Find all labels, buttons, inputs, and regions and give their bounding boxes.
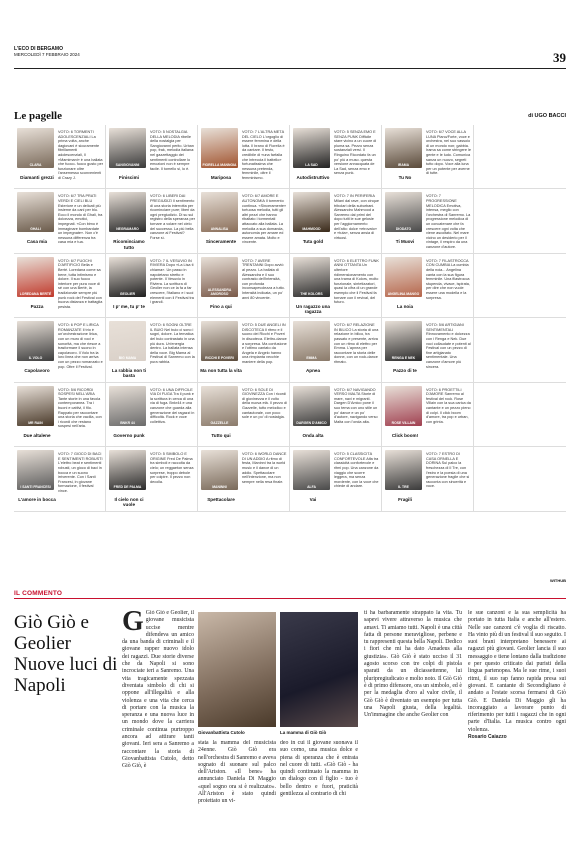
grade-card: [382, 383, 474, 447]
review-text: VOTO: 6 SOLE DI GIOVINEZZA Con i ricordi di giovinezza e il volto della nuova età. Il pezzo di Gazzelle, tutto melodico e cantautorale, con poco sole e un po' di nostalgia.: [242, 387, 287, 420]
grade-card: [382, 254, 474, 318]
artist-photo: [109, 192, 146, 232]
artist-photo: [293, 450, 330, 490]
review-text: VOTO: 5 NOSTALGIA DELLA MELODIA ribelle della nostalgia per Sangiovanni perito. Urban pop, frak, melodia italiana: nel gazzettaggio dei sentimenti controllare lo emozioni non è sempre facile. Il tomello si, lo è.: [150, 130, 195, 171]
artist-photo: [17, 257, 54, 297]
review-text: VOTO: 5 SENZA EMO E SENZA PUNK Difficile stare vicino a un cuore di pluma sa. Pezzo senza sostanziali versi. Il Ringuino Ricordato fa un po' più a muso. questa versione annacquata de La Sad, senza emo e senza punk.: [334, 130, 377, 176]
artist-photo-label: ANNALISA: [210, 227, 229, 232]
byline: di UGO BACCI: [528, 113, 566, 119]
review-text: VOTO: 6/7 FUOCHI D'ARTIFICIO Bella e Berté. Loredana come sa bene, tutta intimismo e dolore. Il suo fuoco interiore per pura voce di sé con una Berté, la tradizionale sempre più punk rock del Festival con buona distanza e battaglia pesista.: [58, 258, 103, 309]
grade-card: [474, 447, 566, 511]
grade-card: [474, 318, 566, 382]
grade-card: [14, 383, 106, 447]
song-title: Ti Muovi: [395, 239, 415, 245]
song-title: Fino a qui: [210, 303, 232, 309]
artist-photo-label: ALESSANDRA AMOROSO: [207, 287, 232, 296]
photo-mamma: [280, 612, 358, 727]
issue-date: MERCOLEDÌ 7 FEBBRAIO 2024: [14, 52, 80, 57]
artist-photo-label: IL VOLO: [28, 356, 43, 361]
grade-card: [106, 318, 198, 382]
artist-photo: [385, 450, 422, 490]
song-title: Pazza: [30, 303, 44, 309]
song-title: L'amore in bocca: [18, 497, 56, 503]
grade-card: [474, 383, 566, 447]
song-title: Autodistruttivo: [296, 175, 330, 180]
grade-card: [198, 383, 290, 447]
artist-photo-label: BNKR 44: [120, 420, 135, 425]
artist-photo: [201, 386, 238, 426]
review-text: VOTO: 6/7 NAVIGANDO VERSO MALTA Storie di mare, navi e migranti. Dargen D'Amico pone il suo tema con uno stile un po' dance e un po' d'autore, navigando verso Malta con l'onda alta.: [334, 387, 378, 424]
grade-card: [198, 447, 290, 511]
artist-photo: [201, 128, 238, 168]
publication-name: L'ECO DI BERGAMO: [14, 46, 63, 52]
song-title: Click boom!: [391, 432, 419, 438]
grade-card: [290, 447, 382, 511]
song-title: Ricominciamo tutto: [113, 239, 145, 250]
song-title: La rabbia non ti basta: [111, 368, 147, 379]
artist-photo-label: NEGRAMARO: [116, 227, 139, 232]
grade-card: [382, 125, 474, 189]
song-title: Spettacolare: [207, 497, 235, 503]
review-text: VOTO: 6 PROETTILI D'AMORE Sanremo al festival del rock. Rose Villain con la sua carica da cantante e un pezzo pieno di colpi. Il click boom d'amore, tra pop e urban, con grinta.: [426, 387, 471, 424]
song-title: Capolavoro: [24, 368, 50, 374]
grade-card: [14, 318, 106, 382]
review-text: VOTO: 7 FILASTROCCA CON CUMBIA La cumbia della noia... Angelina canta con la sua figura femminile. Una filastrocca stupenda, vivace, ispirata, per dire che non vuole essere una modella e la sorpresa.: [426, 258, 470, 300]
artist-photo-label: EMMA: [306, 356, 317, 361]
grade-card: [382, 189, 474, 253]
review-text: VOTO: 6/7 TRA PRATI VERDI E CIELI BLU Esteriore e un delicati più insieme da cani per blu. Ecco il mondo di Ghali, tra dolcezza, emotici, impegnati. «Con bimo è immaginare bombardate un impegnate». Non c'è nessuna differenza tra casa mia e tua.: [58, 194, 103, 245]
article-column-1: G Giò Giò e Geolier, il giovane musicista uccise mentre difendeva un amico da una banda di criminali e il giovane rapper nuovo idolo dei ragazzi. Due storie diverse che da Napoli si sono incrociate ieri a Sanremo. Una vita tragicamente spezzata diventata simbolo di chi si oppone all'illegalità e alla violenza e una vita che cerca di portare con la musica la speranza e una nuova luce in un mondo dove la carriera criminale continua purtroppo ancora ad attirare tanti giovani. Ieri sera a Sanremo a raccontare la storia di Giovanbattista Cutolo, detto Giò Giò, è: [122, 610, 194, 770]
artist-photo-label: DIODATO: [395, 227, 412, 232]
review-text: VOTO: 7 IL VESUVIO IN RIVIERA Dopo «La Lisa ti chiama». Un passo in napoletano stretto e potente. Il Vesuvio in Riviera. La scrittura di Geolier non ce la fa a far crescere, l'italiano e i suoi elementi con il Festival tra i grandi.: [150, 258, 194, 305]
review-text: VOTO: 6 LIBERI DAI PREGIUDIZI Il sentimento di una storia interrotta per ricominciare pure; liberi da ogni pregiudizio. Di su sul registro della speranza per tornare a volare nel cielo del successo. La più bella canzone al Festival? Forse sì.: [150, 194, 195, 240]
grade-card: [106, 447, 198, 511]
song-title: Ma non tutta la vita: [200, 368, 242, 374]
signature: Rosario Caiazzo: [468, 734, 507, 741]
artist-photo-label: GHALI: [30, 227, 41, 232]
article-column-5: le sue canzoni e la sua semplicità ha portato in tutta Italia e anche all'estero. Nelle sue canzoni c'è voglia di riscatto. Ha vinto più di un festival il suo seguito. I suoi brani interpretano benessere ai ragazzi più giovani. Geolier lancia il suo messaggio e tiene lontano dalla tradizione e per questo criticato dai puristi della lingua partenopea. Ma le sue rime, i suoi ritmi, il suo rap fanno rapida presa sui giovani. E cantante di Secondigliano è andato a l'estate scorsa fermarsi di Giò Giò. E Daniela Di Maggio gli ha incoraggiato a lavorare punto di riferimento per tutti i ragazzi che in ogni parte d'Italia. La musica contro ogni violenza. Rosario Caiazzo: [468, 610, 566, 741]
song-title: Pazzo di te: [393, 368, 417, 374]
song-title: Governo punk: [113, 432, 145, 438]
artist-photo-label: GEOLIER: [119, 291, 136, 296]
song-title: Un ragazzo una ragazza: [296, 303, 330, 315]
review-text: VOTO: 6 TORMENTI ADOLESCENZIALI La prima volta, anche dagiovani è sicuramente fibrillamenti adolescenziali, Il «Mamimani» è una ballata che fuoco- fuoco gusto per funzionare oltre l'ansemesso sconvenienti di Crazy J.: [58, 130, 103, 180]
artist-photo: [109, 450, 146, 490]
song-title: Vai: [309, 497, 317, 503]
grade-card: [290, 189, 382, 253]
artist-photo: [17, 321, 54, 361]
artist-photo: [385, 386, 422, 426]
page-number: 39: [553, 50, 566, 65]
artist-photo-label: MANINNI: [212, 485, 227, 490]
artist-photo-label: FIORELLA MANNOIA: [202, 163, 237, 167]
grade-card: [14, 254, 106, 318]
review-text: VOTO: 6/7 AMORE E AUTONOMIA Il tormento continua. «Sinceramente» tortuosa melodia, tutti gli altri pezzi che hanno ribaltato i tormentati attaccato alla ballata. La melodia a sua domanda, autonomia per amare ed essere amata. Molto e vincente.: [242, 194, 287, 245]
song-title: Tuta gold: [302, 239, 324, 245]
song-title: La noia: [396, 303, 414, 309]
artist-photo: [385, 192, 422, 232]
grade-card: [474, 189, 566, 253]
grade-card: [14, 125, 106, 189]
header-rule: [14, 68, 566, 69]
review-text: VOTO: 5/6 RICORDI SOSPESI NELL'ARIA Tante storie in una favola contemporanea. Tra i buoni e cattivi, il filo. Rappato per raccontare una storia che vacilla, con i ricordi che restano sospesi nell'aria.: [58, 387, 102, 429]
artist-photo-label: I SANTI FRANCESI: [20, 485, 51, 490]
article-column-3: deo in cui il giovane suonava il suo corno, una musica dolce e piena di speranza che è entrata nel cuore di tutti. «Giò Giò - ha quindi continuato la mamma in un dialogo con il figlio - tuo è bello dentro e fuori, praticità gentilezza al contrario di chi: [280, 740, 358, 798]
artist-photo-label: RENGA E NEK: [391, 356, 416, 361]
artist-photo: [385, 321, 422, 361]
artist-photo: [109, 257, 146, 297]
song-title: Finiscimi: [119, 175, 139, 180]
artist-photo: [293, 128, 330, 168]
article-column-4: ti ha barbaramente strappato la vita. Tu sapevi vivere attraverso la musica che amavi. Ti amiamo tutti. Napoli è una città fatta di persone meravigliose, perbene e tu rappresenti questa bella Napoli. Dedico i fiori che mi ha dato Amadeus alla giustizia». Giò Giò è stato ucciso il 31 agosto scorso con tre colpi di pistola sparati da un diciassettenne, lui pluripregiudicato e molto noto. Il Giò Giò è di primo difensore, ora un simbolo, ed è per la medaglia d'oro al valor civile, il Giò Giò è diventato un esempio per tutta una Napoli giusta, della legalità. Un'immagine che anche Geolier con: [364, 610, 462, 719]
grade-card: [474, 125, 566, 189]
review-text: VOTO: 6 ELETTRO FUNK ANNI OTTANTA Un ulteriore ridimensionamento con una trama di Kolors, molto funzionale, sintetizzatori, quasi la cifra di un grande esempio che il Festival fa tornare con il revival, del futuro.: [334, 258, 379, 305]
grade-card: [290, 383, 382, 447]
artist-photo-label: FRED DE PALMA: [113, 485, 142, 490]
artist-photo: [109, 386, 146, 426]
photo-credit: WITHUB: [550, 578, 566, 583]
grade-card: [106, 383, 198, 447]
artist-photo: [109, 321, 146, 361]
review-text: VOTO: 7 IN PERIFERIA Milani dal rave, con cinque tribolari della suburbani. Alessandro Mahmood a Sanremo dai primi del dopo tutti le sue gelosie per l'aggiornamento dell'alto: dolce «etrovato» e «tuta», senza ansia di virtuosi.: [334, 194, 379, 240]
grade-card: [198, 125, 290, 189]
photo-caption-2: La mamma di Giò Giò: [280, 730, 327, 735]
comment-rule: [14, 598, 566, 599]
artist-photo-label: ANGELINA MANGO: [387, 291, 420, 296]
song-title: Sinceramente: [205, 239, 237, 245]
artist-photo-label: BIG MAMA: [118, 356, 137, 361]
artist-photo-label: CLARA: [29, 163, 42, 167]
song-title: Apnea: [305, 368, 321, 374]
review-text: VOTO: 6 SOGNI OLTRE IL BUIO Nel buio ci sono i sogni, dolore. La tematica del buio contrastato in una più dura. Un'energia dentro. La ballata intensa della voce. Big Mama al Festival di Sanremo con la pura rabbia.: [150, 323, 195, 365]
review-text: VOTO: 7 L'ALTRA METÀ DEL CIELO L'orgoglio di essere femmina e della lotta. Il brano di Fiorella è da cantare. Il testo, credibile di «una farfalla che intreccia il battello» fortunatissima che nessuna pretenda, femminile, oltre il femminismo.: [242, 130, 285, 180]
song-title: Onda alta: [302, 432, 324, 438]
review-text: VOTO: 7 PROGRESSIONE MELODICA Emotiva, intensa, meglio con l'orchestra di Sanremo. La progressione melodica di un concatenare che fa crescere ogni volta che viene ascoltato. Nel mare vicino un desiderio per il vintage, il respiro da una canzone d'autore.: [426, 194, 471, 249]
artist-photo: [17, 192, 54, 232]
article-column-2: stata la mamma del musicista 24enne. Giò Giò era nell'orchestra di Sanremo e aveva sognato di suonare sul palco dell'Ariston. «Il bene» ha annunciato Daniela Di Maggio «quel sogno ora si è realizzato». All'Ariston è stato quindi proiettato un vi-: [198, 740, 276, 805]
artist-photo: [17, 386, 54, 426]
artist-photo: [109, 128, 146, 168]
song-title: Due altalene: [23, 432, 51, 438]
artist-photo-label: ALFA: [307, 485, 316, 490]
artist-photo: [201, 257, 238, 297]
grade-card: [106, 125, 198, 189]
review-text: VOTO: 5 SIMBOLO E ORIGINE Fred De Palma tra simboli e raccolta da cielo; un reggaeton senza sorprese, troppo debole per colpire. Il pezzo non decolla.: [150, 452, 194, 484]
artist-photo-label: IRAMA: [397, 163, 410, 167]
comment-headline: Giò Giò e Geolier Nuove luci di Napoli: [14, 612, 118, 696]
artist-photo: [385, 128, 422, 168]
artist-photo-label: MAHMOOD: [302, 227, 321, 232]
artist-photo-label: RICCHI E POVERI: [205, 356, 234, 361]
grade-card: [290, 254, 382, 318]
grade-card: [198, 189, 290, 253]
review-text: VOTO: 6/7 RELAZIONE IN BILICO La storia di una relazione in bilico, tra passato e presente, arriva con un ritmo di elettro per Emma. L'apnea per raccontare la storia delle donne, con un rock-dance ritmato.: [334, 323, 379, 365]
artist-photo: [385, 257, 422, 297]
grade-card: [382, 318, 474, 382]
artist-photo-label: ROSE VILLAIN: [391, 420, 416, 425]
artist-photo-label: GAZZELLE: [210, 420, 229, 425]
grade-card: [290, 125, 382, 189]
song-title: Mariposa: [210, 175, 232, 180]
artist-photo: [201, 192, 238, 232]
artist-photo: [293, 192, 330, 232]
artist-photo: [293, 257, 330, 297]
artist-photo: [201, 321, 238, 361]
artist-photo-label: LOREDANA BERTÉ: [19, 291, 52, 296]
song-title: Diamanti grezzi: [20, 175, 54, 180]
artist-photo-label: THE KOLORS: [300, 291, 323, 296]
song-title: Casa mia: [26, 239, 48, 245]
artist-photo-label: DARGEN D'AMICO: [296, 420, 327, 425]
grade-card: [382, 447, 474, 511]
grade-card: [290, 318, 382, 382]
artist-photo-label: LA SAD: [305, 163, 318, 167]
grades-grid: [14, 125, 566, 576]
grade-card: [198, 318, 290, 382]
section-title: Le pagelle: [14, 110, 62, 122]
artist-photo: [17, 450, 54, 490]
grade-card: [106, 189, 198, 253]
review-text: VOTO: 6/7 VOCE ALLA LUNA Piano/Forte, voce e orchestra, nel suo vassoio di un mondo non; gabbia. Irama sa come stringere le gente e le ludo. Comunica sanza un nuovo, segreti tutto dopo. Voce alla luna per un potente per averne di tutte.: [426, 130, 471, 176]
photo-giovanbattista: [198, 612, 276, 727]
artist-photo-label: SANGIOVANNI: [115, 163, 140, 167]
review-text: VOTO: 6 WORLD DANCE DI UN ADDIO A ritmo di festa, Maninni tra la world music e il dance di un addio. Spettacolare nell'intenzione, ma non sempre nella resa finale.: [242, 452, 287, 484]
review-text: VOTO: 5 DUE ANGELI IN DISCOTECA Il ritmo e il suono dei Ricchi e Poveri in discoteca. Elettro-dance a sorpresa. Ma confusione e l'ottimo cantato da Angela e Angelo hanno una rimpianta vecchie maniere della pop.: [242, 323, 287, 365]
song-title: Tu No: [398, 175, 412, 180]
grade-card: [198, 254, 290, 318]
grade-card: [106, 254, 198, 318]
page-header: [14, 46, 80, 58]
review-text: VOTO: 6 UNA DIFFICILE VIA DI FUGA Tra il punk e la scrittura in cerca di una via di fuga. Bnkr44 e una canzone che guarda alla generazione dei ragazzi in difficoltà. Rock e voce collettiva.: [150, 387, 195, 424]
song-title: I p' me, tu p' te: [113, 303, 145, 309]
artist-photo: [293, 386, 330, 426]
grade-card: [474, 254, 566, 318]
artist-photo-label: IL TRE: [398, 485, 409, 490]
artist-photo: [293, 321, 330, 361]
song-title: Tutto qui: [211, 432, 231, 438]
artist-photo: [201, 450, 238, 490]
review-text: VOTO: 7 ESTRO DI CASA ORNELLA E DORINA Sul palco la freschezza di Il Tre, con l'estro e la poesia di una generazione fragile che si racconta con sincerità e voce.: [426, 452, 470, 489]
artist-photo-label: MR RAIN: [28, 420, 43, 425]
review-text: VOTO: 7 AVERE TRENTANNI Dopo avviò al pezzo. La ballata di Alessandra e il suo contrasto dell'intensità, con profonda inconsapevolezza a tutto. Intensità indicata, un po' anni 80 vincente.: [242, 258, 285, 300]
grade-card: [14, 189, 106, 253]
photo-caption-1: Giovanbattista Cutolo: [198, 730, 245, 735]
grade-card: [14, 447, 106, 511]
song-title: Fragili: [398, 497, 412, 503]
review-text: VOTO: 6 POP E LIRICA ROMANZATE Il trio è un'orchestrazione lirica, con un muro di voci e sonorità, ma che riesce a trasformare il suono in capolavoro. Il Volo tra la loro linea che non arriva con un pezzo romanzato e pop. Oltre il Festival.: [58, 323, 103, 369]
review-text: VOTO: 5/6 ARTIGIANI SENTIMENTALI Rinnovamento e dolcezza con i Renga e Nek. Due voci collaudate e potenti al Festival con un pezzo di fine artigianato sentimentale. Una canzone d'amore più sincera.: [426, 323, 471, 369]
comment-label: IL COMMENTO: [14, 590, 63, 597]
review-text: VOTO: 5 CLASSICITÀ CONFORTEVOLE Alfa tra classicità confortevole e ritmi pop. Una canzone da viaggio che scorre leggera, ma senza mordente, con la voce che chiede di andare.: [334, 452, 379, 489]
artist-photo: [17, 128, 54, 168]
review-text: VOTO: 7 GIOCO DI BACI E SENTIMENTI ROBUSTI L'elettro beat e sentimenti robusti, un gioco di baci in bocca e un suono irriverente. Con i Santi Francesi, in giovane formazione, il festival vince.: [58, 452, 103, 493]
song-title: Il cielo non ci vuole: [114, 497, 144, 508]
